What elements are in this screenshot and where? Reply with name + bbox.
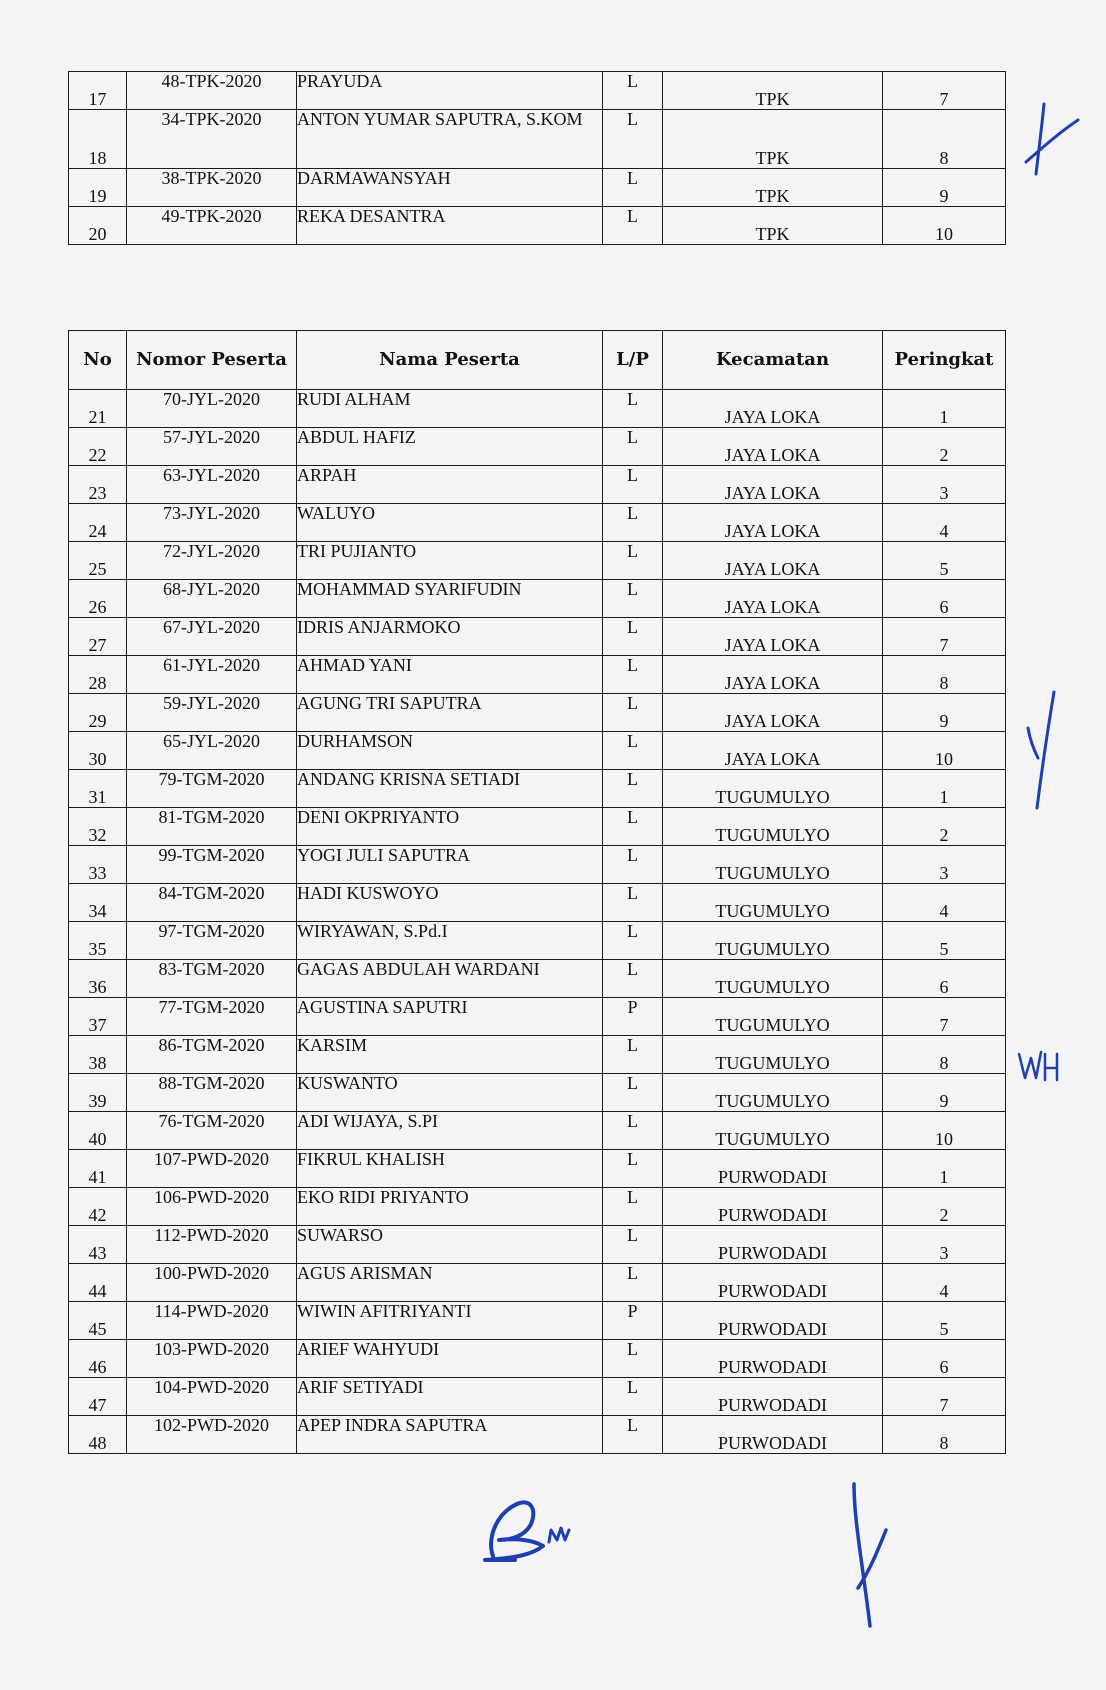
cell-no: 26: [69, 580, 127, 618]
cell-no: 35: [69, 922, 127, 960]
header-nomor-peserta: Nomor Peserta: [127, 331, 297, 390]
cell-no: 34: [69, 884, 127, 922]
table-row: [69, 1036, 1006, 1074]
cell-no: 41: [69, 1150, 127, 1188]
header-nama-peserta: Nama Peserta: [297, 331, 603, 390]
cell-nomor-peserta: 72-JYL-2020: [127, 542, 297, 580]
cell-kecamatan: JAYA LOKA: [663, 656, 883, 694]
signature-bottom-left: [475, 1490, 590, 1565]
cell-peringkat: 10: [883, 1112, 1006, 1150]
cell-peringkat: 10: [883, 732, 1006, 770]
cell-peringkat: 5: [883, 1302, 1006, 1340]
cell-lp: L: [603, 169, 663, 207]
cell-lp: P: [603, 1302, 663, 1340]
cell-no: 40: [69, 1112, 127, 1150]
cell-nama-peserta: REKA DESANTRA: [297, 207, 603, 245]
cell-no: 17: [69, 72, 127, 110]
cell-peringkat: 8: [883, 110, 1006, 169]
cell-peringkat: 5: [883, 922, 1006, 960]
cell-no: 48: [69, 1416, 127, 1454]
cell-nomor-peserta: 79-TGM-2020: [127, 770, 297, 808]
cell-kecamatan: JAYA LOKA: [663, 390, 883, 428]
cell-kecamatan: PURWODADI: [663, 1340, 883, 1378]
cell-no: 37: [69, 998, 127, 1036]
cell-kecamatan: TUGUMULYO: [663, 884, 883, 922]
cell-lp: L: [603, 732, 663, 770]
cell-nomor-peserta: 100-PWD-2020: [127, 1264, 297, 1302]
cell-peringkat: 2: [883, 428, 1006, 466]
cell-no: 47: [69, 1378, 127, 1416]
cell-nama-peserta: AHMAD YANI: [297, 656, 603, 694]
cell-nomor-peserta: 77-TGM-2020: [127, 998, 297, 1036]
cell-nama-peserta: ADI WIJAYA, S.PI: [297, 1112, 603, 1150]
cell-nama-peserta: ANDANG KRISNA SETIADI: [297, 770, 603, 808]
cell-nama-peserta: RUDI ALHAM: [297, 390, 603, 428]
cell-no: 20: [69, 207, 127, 245]
cell-no: 27: [69, 618, 127, 656]
initial-mark-top: [1022, 100, 1082, 180]
header-kecamatan: Kecamatan: [663, 331, 883, 390]
cell-peringkat: 1: [883, 1150, 1006, 1188]
cell-nomor-peserta: 106-PWD-2020: [127, 1188, 297, 1226]
cell-lp: L: [603, 884, 663, 922]
cell-peringkat: 9: [883, 1074, 1006, 1112]
cell-no: 24: [69, 504, 127, 542]
table-row: [69, 922, 1006, 960]
cell-lp: L: [603, 808, 663, 846]
cell-lp: L: [603, 542, 663, 580]
cell-nama-peserta: HADI KUSWOYO: [297, 884, 603, 922]
table-row: [69, 1340, 1006, 1378]
cell-kecamatan: TUGUMULYO: [663, 1074, 883, 1112]
cell-peringkat: 1: [883, 770, 1006, 808]
cell-lp: L: [603, 1188, 663, 1226]
cell-nomor-peserta: 38-TPK-2020: [127, 169, 297, 207]
cell-nomor-peserta: 86-TGM-2020: [127, 1036, 297, 1074]
cell-kecamatan: PURWODADI: [663, 1378, 883, 1416]
cell-lp: L: [603, 1150, 663, 1188]
cell-lp: L: [603, 466, 663, 504]
cell-lp: L: [603, 1416, 663, 1454]
cell-no: 19: [69, 169, 127, 207]
cell-lp: L: [603, 390, 663, 428]
cell-peringkat: 10: [883, 207, 1006, 245]
cell-nama-peserta: YOGI JULI SAPUTRA: [297, 846, 603, 884]
table-row: [69, 770, 1006, 808]
cell-lp: L: [603, 1226, 663, 1264]
cell-nomor-peserta: 65-JYL-2020: [127, 732, 297, 770]
cell-nama-peserta: ARPAH: [297, 466, 603, 504]
cell-nomor-peserta: 70-JYL-2020: [127, 390, 297, 428]
cell-nama-peserta: IDRIS ANJARMOKO: [297, 618, 603, 656]
cell-peringkat: 4: [883, 884, 1006, 922]
header-no: No: [69, 331, 127, 390]
table-row: [69, 1378, 1006, 1416]
cell-kecamatan: TPK: [663, 72, 883, 110]
cell-no: 28: [69, 656, 127, 694]
cell-peringkat: 1: [883, 390, 1006, 428]
cell-kecamatan: JAYA LOKA: [663, 732, 883, 770]
cell-nomor-peserta: 84-TGM-2020: [127, 884, 297, 922]
table-row: [69, 732, 1006, 770]
cell-nomor-peserta: 34-TPK-2020: [127, 110, 297, 169]
cell-no: 32: [69, 808, 127, 846]
cell-peringkat: 2: [883, 808, 1006, 846]
cell-lp: L: [603, 846, 663, 884]
cell-peringkat: 2: [883, 1188, 1006, 1226]
cell-nomor-peserta: 49-TPK-2020: [127, 207, 297, 245]
cell-kecamatan: TUGUMULYO: [663, 808, 883, 846]
cell-peringkat: 9: [883, 694, 1006, 732]
cell-nomor-peserta: 99-TGM-2020: [127, 846, 297, 884]
cell-nama-peserta: WALUYO: [297, 504, 603, 542]
cell-lp: L: [603, 694, 663, 732]
cell-lp: L: [603, 1264, 663, 1302]
table-row: [69, 580, 1006, 618]
cell-kecamatan: TPK: [663, 110, 883, 169]
continued-table: [68, 71, 1006, 245]
table-row: [69, 808, 1006, 846]
cell-lp: L: [603, 207, 663, 245]
cell-peringkat: 6: [883, 1340, 1006, 1378]
cell-nomor-peserta: 63-JYL-2020: [127, 466, 297, 504]
ranking-table: [68, 330, 1006, 1454]
table-row: [69, 656, 1006, 694]
cell-nomor-peserta: 68-JYL-2020: [127, 580, 297, 618]
table-row: [69, 504, 1006, 542]
cell-kecamatan: JAYA LOKA: [663, 428, 883, 466]
cell-no: 18: [69, 110, 127, 169]
cell-kecamatan: PURWODADI: [663, 1188, 883, 1226]
cell-peringkat: 3: [883, 466, 1006, 504]
cell-no: 30: [69, 732, 127, 770]
table-row: [69, 960, 1006, 998]
cell-kecamatan: JAYA LOKA: [663, 694, 883, 732]
table-row: [69, 542, 1006, 580]
cell-nama-peserta: APEP INDRA SAPUTRA: [297, 1416, 603, 1454]
cell-nama-peserta: DENI OKPRIYANTO: [297, 808, 603, 846]
cell-nama-peserta: AGUS ARISMAN: [297, 1264, 603, 1302]
cell-peringkat: 7: [883, 1378, 1006, 1416]
cell-nama-peserta: KARSIM: [297, 1036, 603, 1074]
table-row: [69, 998, 1006, 1036]
table-row: [69, 428, 1006, 466]
cell-peringkat: 6: [883, 580, 1006, 618]
header-lp: L/P: [603, 331, 663, 390]
cell-lp: L: [603, 1340, 663, 1378]
cell-nomor-peserta: 83-TGM-2020: [127, 960, 297, 998]
cell-no: 43: [69, 1226, 127, 1264]
cell-peringkat: 8: [883, 1416, 1006, 1454]
cell-lp: L: [603, 428, 663, 466]
cell-kecamatan: TUGUMULYO: [663, 846, 883, 884]
table-row: [69, 1112, 1006, 1150]
cell-nomor-peserta: 107-PWD-2020: [127, 1150, 297, 1188]
table-header-row: [69, 331, 1006, 390]
cell-nomor-peserta: 104-PWD-2020: [127, 1378, 297, 1416]
cell-peringkat: 7: [883, 72, 1006, 110]
cell-no: 38: [69, 1036, 127, 1074]
cell-nama-peserta: AGUSTINA SAPUTRI: [297, 998, 603, 1036]
table-row: [69, 390, 1006, 428]
cell-kecamatan: PURWODADI: [663, 1150, 883, 1188]
cell-no: 46: [69, 1340, 127, 1378]
table-row: [69, 1416, 1006, 1454]
table-row: [69, 169, 1006, 207]
cell-nomor-peserta: 48-TPK-2020: [127, 72, 297, 110]
cell-lp: P: [603, 998, 663, 1036]
cell-kecamatan: PURWODADI: [663, 1416, 883, 1454]
cell-lp: L: [603, 960, 663, 998]
cell-no: 33: [69, 846, 127, 884]
cell-no: 42: [69, 1188, 127, 1226]
cell-no: 22: [69, 428, 127, 466]
cell-no: 44: [69, 1264, 127, 1302]
cell-nama-peserta: ABDUL HAFIZ: [297, 428, 603, 466]
cell-nama-peserta: ANTON YUMAR SAPUTRA, S.KOM: [297, 110, 603, 169]
table-row: [69, 110, 1006, 169]
cell-kecamatan: PURWODADI: [663, 1302, 883, 1340]
cell-lp: L: [603, 1112, 663, 1150]
table-row: [69, 694, 1006, 732]
cell-nomor-peserta: 73-JYL-2020: [127, 504, 297, 542]
cell-no: 29: [69, 694, 127, 732]
cell-kecamatan: JAYA LOKA: [663, 580, 883, 618]
cell-lp: L: [603, 1074, 663, 1112]
table-row: [69, 1074, 1006, 1112]
signature-bottom-right: [840, 1480, 895, 1630]
cell-peringkat: 7: [883, 618, 1006, 656]
cell-peringkat: 4: [883, 1264, 1006, 1302]
cell-lp: L: [603, 72, 663, 110]
cell-kecamatan: JAYA LOKA: [663, 504, 883, 542]
cell-kecamatan: TUGUMULYO: [663, 960, 883, 998]
cell-kecamatan: TUGUMULYO: [663, 1112, 883, 1150]
cell-kecamatan: PURWODADI: [663, 1226, 883, 1264]
cell-peringkat: 5: [883, 542, 1006, 580]
cell-nomor-peserta: 57-JYL-2020: [127, 428, 297, 466]
cell-lp: L: [603, 770, 663, 808]
cell-nama-peserta: DARMAWANSYAH: [297, 169, 603, 207]
cell-no: 45: [69, 1302, 127, 1340]
cell-lp: L: [603, 580, 663, 618]
table-row: [69, 466, 1006, 504]
cell-nama-peserta: KUSWANTO: [297, 1074, 603, 1112]
cell-kecamatan: TUGUMULYO: [663, 922, 883, 960]
cell-nomor-peserta: 88-TGM-2020: [127, 1074, 297, 1112]
ranking-table-body: [69, 390, 1006, 1454]
cell-nama-peserta: PRAYUDA: [297, 72, 603, 110]
initial-mark-middle: [1020, 688, 1060, 813]
table-row: [69, 72, 1006, 110]
cell-kecamatan: JAYA LOKA: [663, 466, 883, 504]
cell-nama-peserta: FIKRUL KHALISH: [297, 1150, 603, 1188]
cell-lp: L: [603, 618, 663, 656]
cell-kecamatan: TUGUMULYO: [663, 770, 883, 808]
cell-peringkat: 8: [883, 656, 1006, 694]
cell-kecamatan: PURWODADI: [663, 1264, 883, 1302]
cell-nama-peserta: TRI PUJIANTO: [297, 542, 603, 580]
table-row: [69, 884, 1006, 922]
cell-lp: L: [603, 922, 663, 960]
cell-kecamatan: JAYA LOKA: [663, 542, 883, 580]
cell-no: 39: [69, 1074, 127, 1112]
cell-nama-peserta: WIRYAWAN, S.Pd.I: [297, 922, 603, 960]
cell-nama-peserta: ARIF SETIYADI: [297, 1378, 603, 1416]
cell-nomor-peserta: 102-PWD-2020: [127, 1416, 297, 1454]
cell-peringkat: 4: [883, 504, 1006, 542]
cell-kecamatan: TUGUMULYO: [663, 1036, 883, 1074]
cell-nama-peserta: DURHAMSON: [297, 732, 603, 770]
cell-no: 25: [69, 542, 127, 580]
initial-mark-wh: [1016, 1048, 1066, 1088]
cell-nomor-peserta: 59-JYL-2020: [127, 694, 297, 732]
table-row: [69, 618, 1006, 656]
cell-kecamatan: TUGUMULYO: [663, 998, 883, 1036]
table-row: [69, 207, 1006, 245]
cell-lp: L: [603, 1036, 663, 1074]
cell-nomor-peserta: 61-JYL-2020: [127, 656, 297, 694]
table-row: [69, 1226, 1006, 1264]
cell-lp: L: [603, 1378, 663, 1416]
cell-peringkat: 9: [883, 169, 1006, 207]
cell-peringkat: 7: [883, 998, 1006, 1036]
cell-peringkat: 3: [883, 1226, 1006, 1264]
cell-nama-peserta: MOHAMMAD SYARIFUDIN: [297, 580, 603, 618]
cell-nomor-peserta: 112-PWD-2020: [127, 1226, 297, 1264]
cell-no: 21: [69, 390, 127, 428]
cell-nama-peserta: WIWIN AFITRIYANTI: [297, 1302, 603, 1340]
table-row: [69, 1302, 1006, 1340]
cell-kecamatan: TPK: [663, 207, 883, 245]
header-peringkat: Peringkat: [883, 331, 1006, 390]
cell-nama-peserta: ARIEF WAHYUDI: [297, 1340, 603, 1378]
cell-nomor-peserta: 114-PWD-2020: [127, 1302, 297, 1340]
cell-nomor-peserta: 97-TGM-2020: [127, 922, 297, 960]
table-row: [69, 846, 1006, 884]
cell-nomor-peserta: 81-TGM-2020: [127, 808, 297, 846]
cell-nomor-peserta: 67-JYL-2020: [127, 618, 297, 656]
cell-no: 31: [69, 770, 127, 808]
cell-peringkat: 3: [883, 846, 1006, 884]
cell-lp: L: [603, 110, 663, 169]
table-row: [69, 1150, 1006, 1188]
cell-nama-peserta: GAGAS ABDULAH WARDANI: [297, 960, 603, 998]
cell-lp: L: [603, 656, 663, 694]
cell-nama-peserta: EKO RIDI PRIYANTO: [297, 1188, 603, 1226]
cell-lp: L: [603, 504, 663, 542]
cell-kecamatan: TPK: [663, 169, 883, 207]
cell-nama-peserta: SUWARSO: [297, 1226, 603, 1264]
cell-no: 36: [69, 960, 127, 998]
table-row: [69, 1188, 1006, 1226]
cell-peringkat: 8: [883, 1036, 1006, 1074]
cell-nomor-peserta: 103-PWD-2020: [127, 1340, 297, 1378]
cell-nama-peserta: AGUNG TRI SAPUTRA: [297, 694, 603, 732]
table-row: [69, 1264, 1006, 1302]
cell-nomor-peserta: 76-TGM-2020: [127, 1112, 297, 1150]
cell-peringkat: 6: [883, 960, 1006, 998]
cell-kecamatan: JAYA LOKA: [663, 618, 883, 656]
cell-no: 23: [69, 466, 127, 504]
